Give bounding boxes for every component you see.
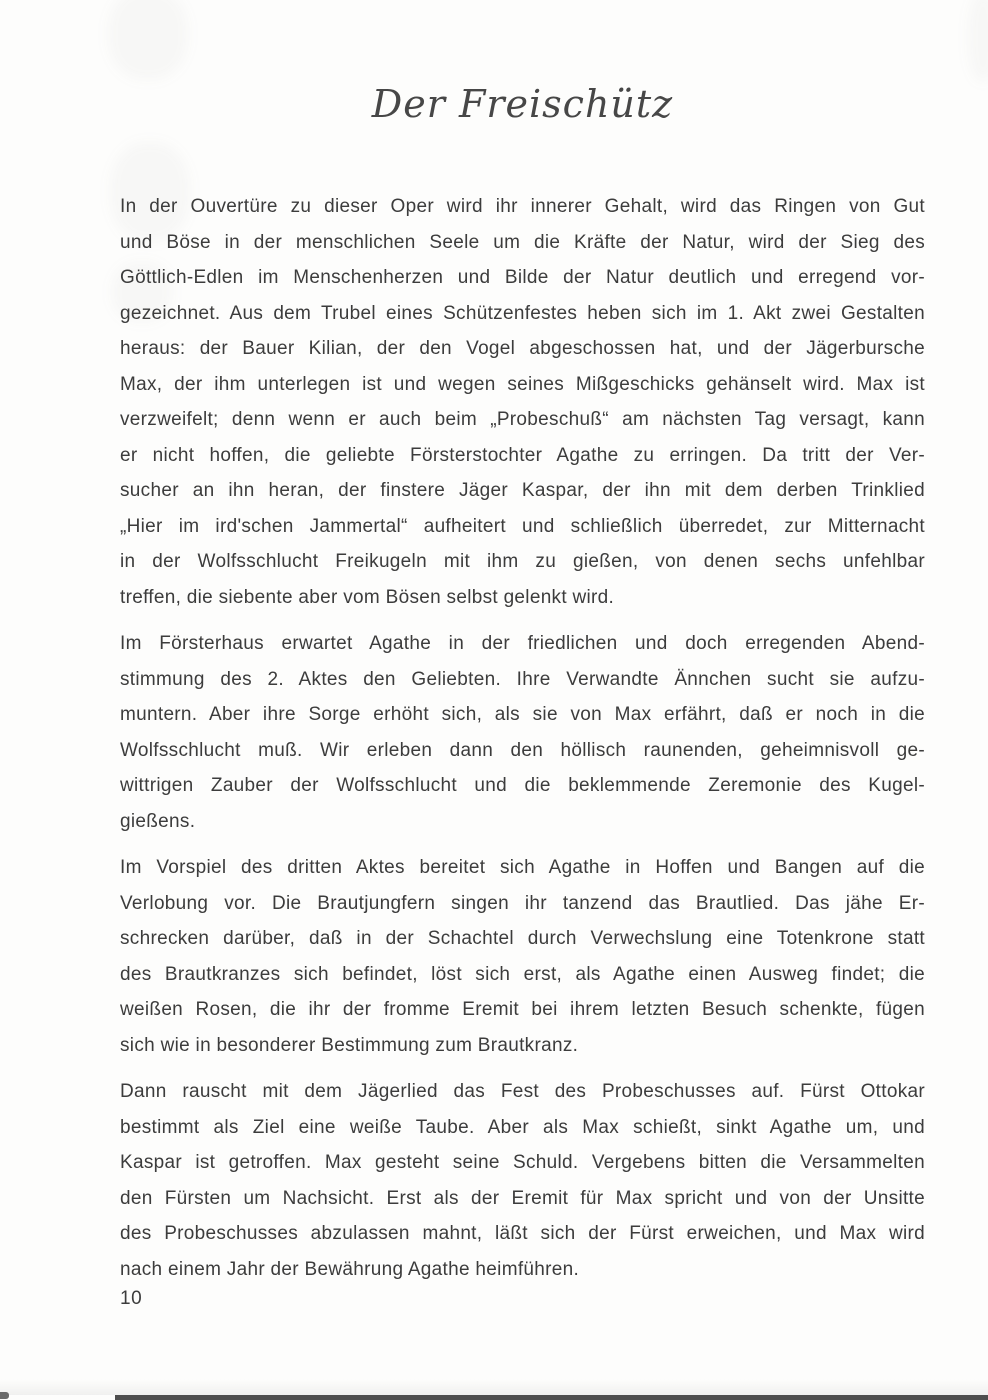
text-line: und Böse in der menschlichen Seele um die Kräfte der Natur, wird der Sieg des — [120, 231, 925, 253]
text-line: in der Wolfsschlucht Freikugeln mit ihm zu gießen, von denen sechs unfehlbar — [120, 551, 925, 572]
page-title: Der Freischütz — [371, 82, 674, 126]
text-line: schrecken darüber, daß in der Schachtel durch Verwechslung eine Totenkrone statt — [120, 928, 925, 949]
text-line: In der Ouvertüre zu dieser Oper wird ihr innerer Gehalt, wird das Ringen von Gut — [120, 196, 925, 217]
paragraph — [120, 1074, 925, 1287]
text-line: nach einem Jahr der Bewährung Agathe heimführen. — [120, 1258, 580, 1280]
text-line: den Fürsten um Nachsicht. Erst als der Eremit für Max spricht und von der Unsitte — [120, 1187, 925, 1209]
text-line: Dann rauscht mit dem Jägerlied das Fest des Probeschusses auf. Fürst Ottokar — [120, 1081, 925, 1102]
text-line: stimmung des 2. Aktes den Geliebten. Ihre Verwandte Ännchen sucht sie aufzu- — [120, 668, 925, 690]
text-line: Verlobung vor. Die Brautjungfern singen ihr tanzend das Brautlied. Das jähe Er- — [120, 892, 925, 914]
text-line: sich wie in besonderer Bestimmung zum Brautkranz. — [120, 1034, 579, 1056]
scan-smudge — [968, 0, 988, 82]
text-line: Kaspar ist getroffen. Max gesteht seine Schuld. Vergebens bitten die Versammelten — [120, 1152, 925, 1173]
text-line: Im Vorspiel des dritten Aktes bereitet sich Agathe in Hoffen und Bangen auf die — [120, 857, 925, 878]
text-block — [120, 189, 925, 1298]
text-line: er nicht hoffen, die geliebte Försterstochter Agathe zu erringen. Da tritt der Ver- — [120, 444, 925, 466]
paragraph — [120, 626, 925, 839]
text-line: treffen, die siebente aber vom Bösen selbst gelenkt wird. — [120, 586, 615, 608]
text-line: sucher an ihn heran, der finstere Jäger Kaspar, der ihn mit dem derben Trinklied — [120, 480, 925, 501]
text-line: muntern. Aber ihre Sorge erhöht sich, als sie von Max erfährt, daß er noch in die — [120, 704, 925, 725]
text-line: heraus: der Bauer Kilian, der den Vogel abgeschossen hat, und der Jägerbursche — [120, 338, 925, 359]
scan-edge-bar — [115, 1395, 988, 1400]
text-line: gezeichnet. Aus dem Trubel eines Schützenfestes heben sich im 1. Akt zwei Gestalten — [120, 302, 925, 324]
text-line: weißen Rosen, die ihr der fromme Eremit bei ihrem letzten Besuch schenkte, fügen — [120, 999, 925, 1020]
text-line: Wolfsschlucht muß. Wir erleben dann den höllisch raunenden, geheimnisvoll ge- — [120, 739, 925, 761]
paragraph — [120, 850, 925, 1063]
text-line: Göttlich-Edlen im Menschenherzen und Bilde der Natur deutlich und erregend vor- — [120, 267, 925, 288]
scan-edge-shadow — [0, 1379, 988, 1395]
text-line: verzweifelt; denn wenn er auch beim „Probeschuß“ am nächsten Tag versagt, kann — [120, 409, 925, 430]
text-line: Max, der ihm unterlegen ist und wegen seines Mißgeschicks gehänselt wird. Max ist — [120, 373, 925, 395]
page-number: 10 — [120, 1288, 143, 1309]
text-line: wittrigen Zauber der Wolfsschlucht und die beklemmende Zeremonie des Kugel- — [120, 775, 925, 796]
scan-corner-mark — [0, 1392, 9, 1399]
scan-smudge — [108, 0, 188, 80]
paragraph — [120, 189, 925, 615]
text-line: des Brautkranzes sich befindet, löst sich erst, als Agathe einen Ausweg findet; die — [120, 963, 925, 985]
text-line: bestimmt als Ziel eine weiße Taube. Aber als Max schießt, sinkt Agathe um, und — [120, 1116, 925, 1138]
text-line: „Hier im ird'schen Jammertal“ aufheitert und schließlich überredet, zur Mitternacht — [120, 515, 925, 537]
text-line: Im Försterhaus erwartet Agathe in der friedlichen und doch erregenden Abend- — [120, 633, 925, 654]
text-line: gießens. — [120, 810, 196, 832]
text-line: des Probeschusses abzulassen mahnt, läßt sich der Fürst erweichen, und Max wird — [120, 1223, 925, 1244]
